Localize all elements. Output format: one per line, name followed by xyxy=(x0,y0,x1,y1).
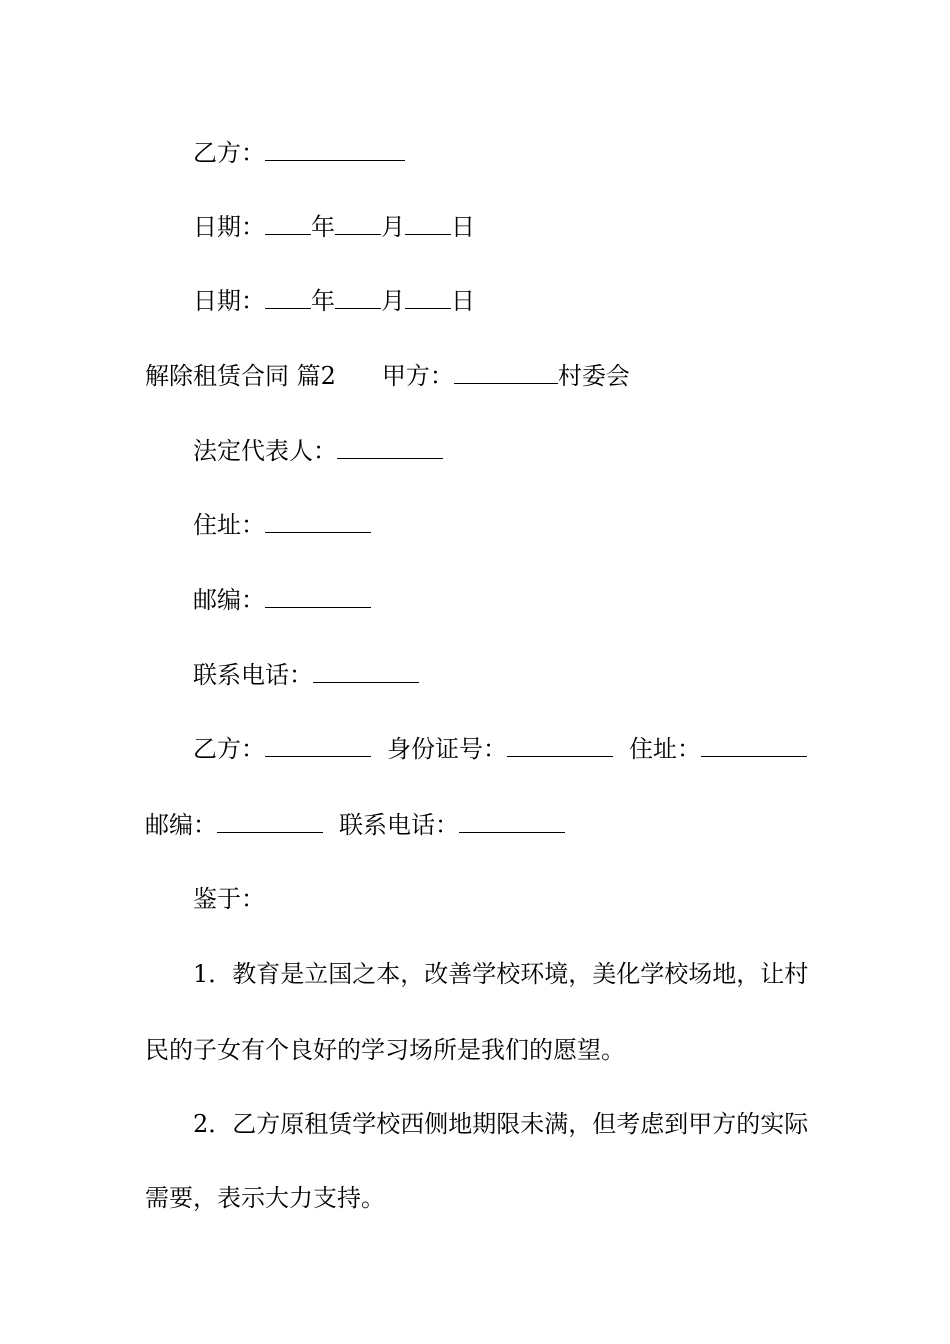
party-a-label: 甲方： xyxy=(381,362,454,390)
party-a-blank xyxy=(454,361,558,384)
clause-2-line-1 xyxy=(0,1108,808,1140)
postcode-line xyxy=(0,584,371,616)
party-b-label: 乙方： xyxy=(193,735,265,763)
party-b-phone-blank xyxy=(459,810,565,833)
date-line-2 xyxy=(0,285,475,317)
day-label: 日 xyxy=(451,287,475,315)
party-a-suffix: 村委会 xyxy=(557,362,630,390)
year-blank xyxy=(265,212,311,235)
section-heading-line xyxy=(0,360,630,392)
clause-1-text-cont: 民的子女有个良好的学习场所是我们的愿望。 xyxy=(145,1036,625,1064)
legal-representative-line xyxy=(0,435,443,467)
whereas-line xyxy=(0,883,265,915)
address-label: 住址： xyxy=(193,511,265,539)
section-title: 解除租赁合同 篇2 xyxy=(145,362,336,390)
clause-2-line-2 xyxy=(0,1182,385,1214)
month-blank xyxy=(335,212,381,235)
year-label: 年 xyxy=(311,287,335,315)
day-blank xyxy=(405,286,451,309)
month-label: 月 xyxy=(381,287,405,315)
date-label: 日期： xyxy=(193,287,265,315)
address-blank xyxy=(265,510,371,533)
party-b-address-blank xyxy=(701,734,807,757)
party-b-info-line xyxy=(0,733,807,765)
phone-line xyxy=(0,659,419,691)
month-label: 月 xyxy=(381,213,405,241)
date-line-1 xyxy=(0,211,475,243)
party-b-phone-label: 联系电话： xyxy=(339,811,459,839)
party-b-signature-line xyxy=(0,137,405,169)
postcode-label: 邮编： xyxy=(193,586,265,614)
clause-1-text: 1．教育是立国之本，改善学校环境，美化学校场地，让村 xyxy=(193,960,809,988)
legal-rep-label: 法定代表人： xyxy=(193,437,337,465)
clause-1-line-1 xyxy=(0,958,808,990)
date-label: 日期： xyxy=(193,213,265,241)
legal-rep-blank xyxy=(337,436,443,459)
clause-1-line-2 xyxy=(0,1034,625,1066)
party-b-blank xyxy=(265,734,371,757)
day-label: 日 xyxy=(451,213,475,241)
day-blank xyxy=(405,212,451,235)
clause-2-text: 2．乙方原租赁学校西侧地期限未满，但考虑到甲方的实际 xyxy=(193,1110,809,1138)
id-number-label: 身份证号： xyxy=(387,735,507,763)
whereas-label: 鉴于： xyxy=(193,885,265,913)
party-b-label: 乙方： xyxy=(193,139,265,167)
party-b-postcode-label: 邮编： xyxy=(145,811,217,839)
id-number-blank xyxy=(507,734,613,757)
clause-2-text-cont: 需要，表示大力支持。 xyxy=(145,1184,385,1212)
year-label: 年 xyxy=(311,213,335,241)
phone-blank xyxy=(313,660,419,683)
phone-label: 联系电话： xyxy=(193,661,313,689)
postcode-blank xyxy=(265,585,371,608)
party-b-postcode-blank xyxy=(217,810,323,833)
party-b-blank xyxy=(265,138,405,161)
party-b-address-label: 住址： xyxy=(629,735,701,763)
year-blank xyxy=(265,286,311,309)
party-b-contact-line xyxy=(0,809,565,841)
month-blank xyxy=(335,286,381,309)
address-line xyxy=(0,509,371,541)
